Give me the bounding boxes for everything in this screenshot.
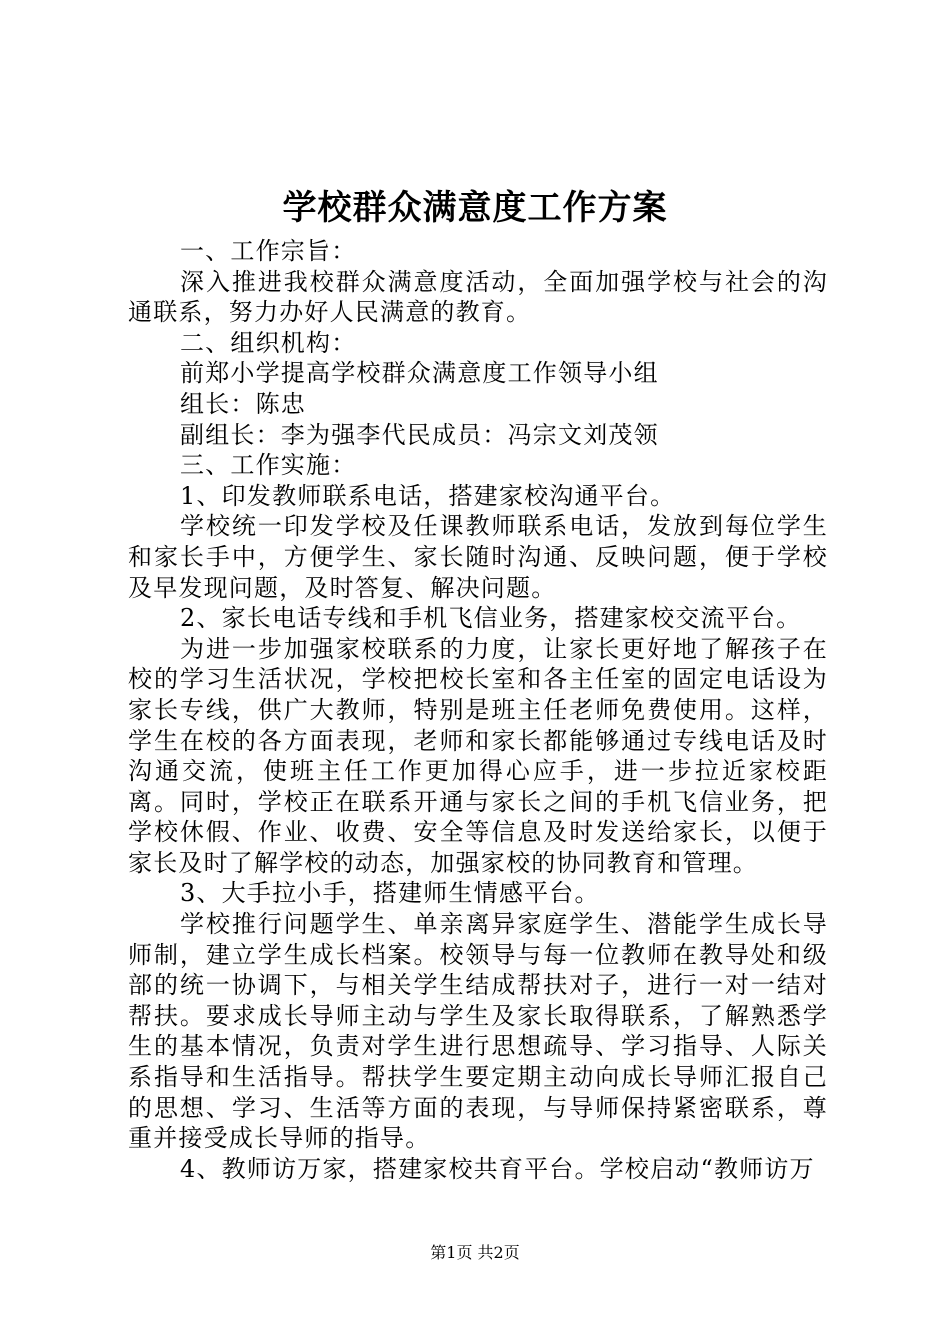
document-title: 学校群众满意度工作方案 [282, 188, 668, 228]
section-heading-implementation: 三、工作实施： [180, 451, 357, 480]
section-heading-organization: 二、组织机构： [180, 328, 357, 357]
section-heading-purpose: 一、工作宗旨： [180, 237, 357, 265]
page-number-footer: 第1页 共2页 [430, 1243, 520, 1262]
paragraph-leading-group: 前郑小学提高学校群众满意度工作领导小组 [180, 359, 659, 388]
item-heading-2: 2、家长电话专线和手机飞信业务，搭建家校交流平台。 [180, 604, 802, 633]
item-heading-1: 1、印发教师联系电话，搭建家校沟通平台。 [180, 481, 676, 510]
item-heading-4: 4、教师访万家，搭建家校共育平台。学校启动“教师访万 [180, 1154, 815, 1183]
paragraph-item-3: 学校推行问题学生、单亲离异家庭学生、潜能学生成长导师制，建立学生成长档案。校领导与每一位教师在教导处和级部的统一协调下，与相关学生结成帮扶对子，进行一对一结对帮扶。要求成长导师主动与学生及家长取得联系，了解熟悉学生的基本情况，负责对学生进行思想疏导、学习指导、人际关系指导和生活指导。帮扶学生要定期主动向成长导师汇报自己的思想、学习、生活等方面的表现，与导师保持紧密联系，尊重并接受成长导师的指导。 [128, 910, 828, 1153]
paragraph-item-2: 为进一步加强家校联系的力度，让家长更好地了解孩子在校的学习生活状况，学校把校长室和各主任室的固定电话设为家长专线，供广大教师，特别是班主任老师免费使用。这样，学生在校的各方面表现，老师和家长都能够通过专线电话及时沟通交流，使班主任工作更加得心应手，进一步拉近家校距离。同时，学校正在联系开通与家长之间的手机飞信业务，把学校休假、作业、收费、安全等信息及时发送给家长，以便于家长及时了解学校的动态，加强家校的协同教育和管理。 [128, 634, 828, 877]
paragraph-purpose: 深入推进我校群众满意度活动，全面加强学校与社会的沟通联系，努力办好人民满意的教育。 [128, 267, 828, 327]
item-heading-3: 3、大手拉小手，搭建师生情感平台。 [180, 879, 600, 908]
paragraph-group-leader: 组长：陈忠 [180, 389, 306, 418]
document-body [128, 236, 828, 1184]
paragraph-item-1: 学校统一印发学校及任课教师联系电话，发放到每位学生和家长手中，方便学生、家长随时沟通、反映问题，便于学校及早发现问题，及时答复、解决问题。 [128, 512, 828, 602]
paragraph-deputy-members: 副组长：李为强李代民成员：冯宗文刘茂领 [180, 420, 659, 449]
